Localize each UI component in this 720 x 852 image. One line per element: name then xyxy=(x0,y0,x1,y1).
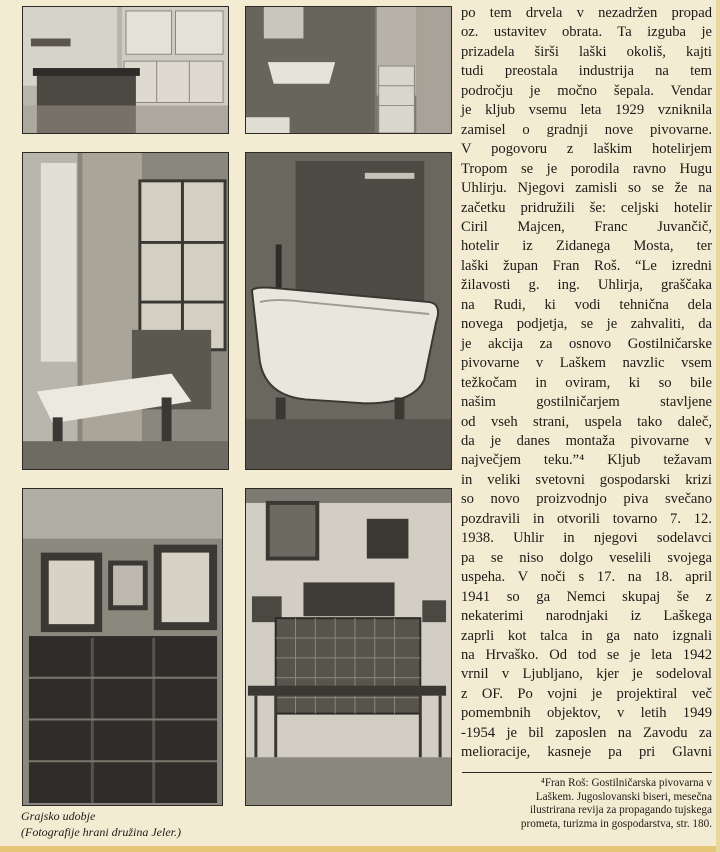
body-line: z OF. Po vojni je projektiral več xyxy=(461,685,712,702)
body-line: začetku pridružili še: celjski hotelir xyxy=(461,199,712,216)
page-edge-right xyxy=(716,0,720,852)
caption-credit: (Fotografije hrani družina Jeler.) xyxy=(21,825,181,839)
footnote-line: ilustrirana revija za propagando tujskega xyxy=(529,804,712,817)
footnote-line: ⁴Fran Roš: Gostilničarska pivovarna v xyxy=(540,777,712,789)
body-line: na Rudi, ki vodi tehnična dela xyxy=(461,296,712,313)
kitchen-photo xyxy=(22,6,229,134)
body-line: našim gostilničarjem stavljene xyxy=(461,394,712,411)
footnote xyxy=(462,777,712,831)
body-line: uspeha. V noči s 17. na 18. april xyxy=(461,569,712,586)
body-line: Uhlirju. Njegovi zamisli so se že na xyxy=(461,180,712,197)
body-line: hotelir iz Zidanega Mosta, ter xyxy=(461,238,712,255)
bathtub-photo xyxy=(245,152,452,470)
body-line: V pogovoru z laškim hotelirjem xyxy=(461,141,712,158)
body-line: je akcija za osnovo Gostilničarske xyxy=(461,335,712,352)
body-line: vrnil v Ljubljano, kjer je sodeloval xyxy=(461,666,712,683)
body-line: zaprli kot talca in ga nato izgnali xyxy=(461,627,712,644)
body-line: na Hrvaško. Od tod se je leta 1942 xyxy=(461,646,712,663)
body-line: žilavosti g. ing. Uhlirja, graščaka xyxy=(461,277,712,294)
body-line: 1938. Uhlir in njegovi sodelavci xyxy=(461,530,712,547)
body-line: -1954 je bil zaposlen na Zavodu za xyxy=(461,724,712,741)
page-edge-bottom xyxy=(0,846,720,852)
body-line: da je danes montaža pivovarne v xyxy=(461,432,712,449)
body-line: laški župan Fran Roš. “Le izredni xyxy=(461,257,712,274)
library-photo xyxy=(22,488,223,806)
body-line: po tem drvela v nezadržen propad xyxy=(461,5,712,21)
body-line: pozdravili in otvorili tovarno 7. 12. xyxy=(461,510,712,527)
body-line: zamisel o gradnji nove pivovarne. xyxy=(461,121,712,138)
article-body xyxy=(461,4,712,763)
body-line: oz. ustavitev obrata. Ta izguba je xyxy=(461,24,712,41)
body-line: težkočam in oviram, ki so bile xyxy=(461,374,712,391)
washroom-photo xyxy=(245,6,452,134)
window-table-photo xyxy=(22,152,229,470)
footnote-rule xyxy=(462,772,712,773)
body-line: prizadela širši laški okoliš, kajti xyxy=(461,43,712,60)
body-line: področju je močno šepala. Vendar xyxy=(461,82,712,99)
body-line: je kljub vsemu leta 1929 vzniknila xyxy=(461,102,712,119)
body-line: največjem teku.”⁴ Kljub težavam xyxy=(461,452,712,469)
body-line: tudi preostala industrija na tem xyxy=(461,63,712,80)
body-line: in veliki svetovni gospodarski krizi xyxy=(461,471,712,488)
body-line: pomembnih objektov, v letih 1949 xyxy=(461,705,712,722)
body-line: pivovarne v Laškem navzlic vsem xyxy=(461,355,712,372)
body-line: 1941 so ga Nemci skupaj še z xyxy=(461,588,712,605)
photo-caption xyxy=(21,808,221,840)
body-line: melioracije, kasneje pa pri Glavni xyxy=(461,744,712,761)
tiled-stove-photo xyxy=(245,488,452,806)
body-line: so novo proizvodnjo piva svečano xyxy=(461,491,712,508)
body-line: pa se niso dolgo veselili svojega xyxy=(461,549,712,566)
footnote-line: Laškem. Jugoslovanski biseri, mesečna xyxy=(535,790,712,803)
caption-title: Grajsko udobje xyxy=(21,809,96,823)
body-line: Ciril Majcen, Franc Juvančič, xyxy=(461,218,712,235)
body-line: od vseh strani, uspela tako daleč, xyxy=(461,413,712,430)
body-line: novega podjetja, se je zahvaliti, da xyxy=(461,316,712,333)
body-line: Tropom se je porodila ravno Hugu xyxy=(461,160,712,177)
footnote-line: prometa, turizma in gospodarstva, str. 180. xyxy=(520,817,712,830)
body-line: nekaterimi narodnjaki iz Laškega xyxy=(461,608,712,625)
